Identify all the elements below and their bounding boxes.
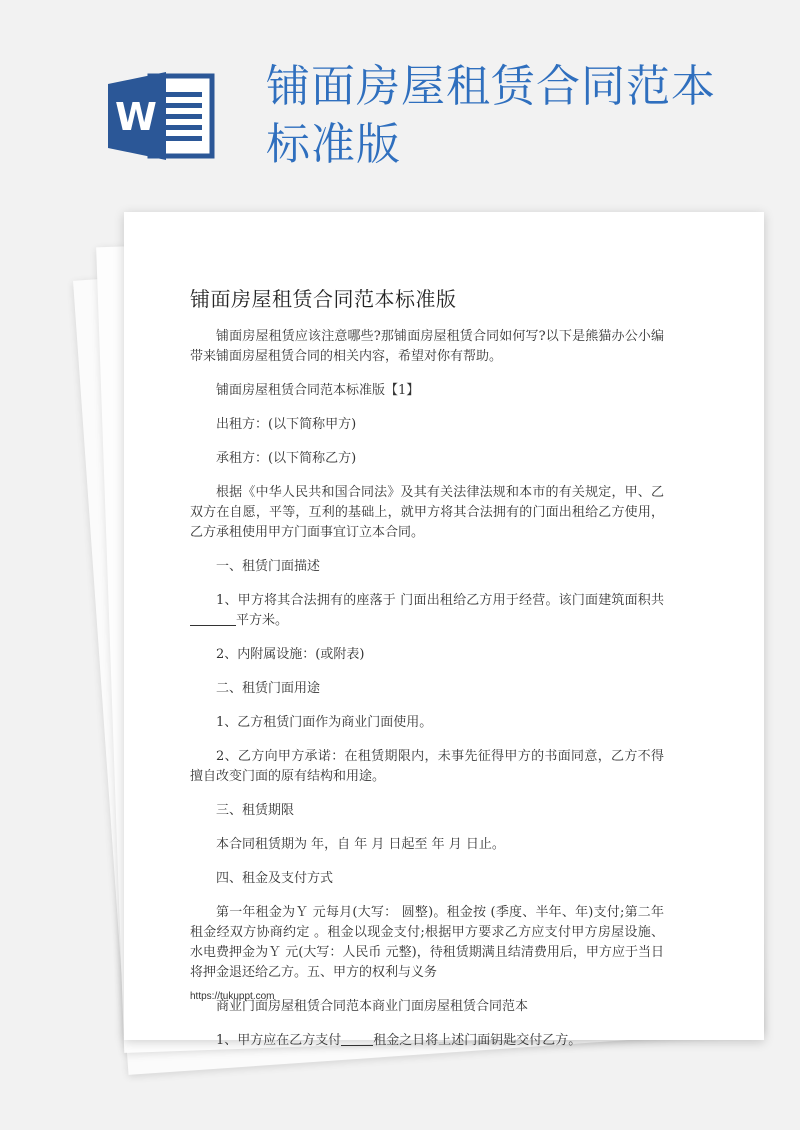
clause-text: 1、甲方应在乙方支付 (216, 1033, 342, 1048)
page-title: 铺面房屋租赁合同范本标准版 (266, 61, 716, 170)
fill-blank (341, 1031, 373, 1046)
clause-item: 第一年租金为Ｙ 元每月(大写： 圆整)。租金按 (季度、半年、年)支付;第二年租金经双方协商约定 。租金以现金支付;根据甲方要求乙方应支付甲方房屋设施、水电费押金为Ｙ 元(大写：人民币 元整)，待租赁期满且结清费用后，甲方应于当日将押金退还给乙方。五、甲方的权利与义务 (190, 905, 664, 980)
intro-paragraph: 铺面房屋租赁应该注意哪些?那铺面房屋租赁合同如何写?以下是熊猫办公小编带来铺面房屋租赁合同的相关内容，希望对你有帮助。 (190, 329, 664, 364)
clause-heading: 商业门面房屋租赁合同范本商业门面房屋租赁合同范本 (216, 999, 529, 1014)
clause-heading: 二、租赁门面用途 (216, 681, 321, 696)
clause-item: 1、乙方租赁门面作为商业门面使用。 (216, 715, 433, 730)
clause-heading: 三、租赁期限 (216, 803, 295, 818)
clause-item: 2、乙方向甲方承诺：在租赁期限内，未事先征得甲方的书面同意，乙方不得擅自改变门面的原有结构和用途。 (190, 749, 664, 784)
clause-text: 1、甲方将其合法拥有的座落于 门面出租给乙方用于经营。该门面建筑面积共 (216, 593, 664, 608)
footer-url: https://tukuppt.com (190, 991, 275, 1002)
clause-text: 平方米。 (236, 613, 289, 628)
document-body (190, 327, 664, 1065)
fill-blank (190, 611, 236, 626)
lessor-line: 出租方：(以下简称甲方) (216, 417, 357, 432)
clause-item (190, 591, 664, 631)
clause-heading: 四、租金及支付方式 (216, 871, 334, 886)
logo-letter: W (115, 95, 157, 139)
clause-text: 租金之日将上述门面钥匙交付乙方。 (373, 1033, 582, 1048)
clause-item: 本合同租赁期为 年，自 年 月 日起至 年 月 日止。 (216, 837, 505, 852)
clause-item: 2、内附属设施：(或附表) (216, 647, 365, 662)
lessee-line: 承租方：(以下简称乙方) (216, 451, 357, 466)
word-logo (108, 72, 216, 160)
document-title: 铺面房屋租赁合同范本标准版 (190, 287, 457, 311)
clause-heading: 一、租赁门面描述 (216, 559, 321, 574)
word-icon (108, 72, 216, 160)
section-heading: 铺面房屋租赁合同范本标准版【1】 (216, 383, 420, 398)
basis-paragraph: 根据《中华人民共和国合同法》及其有关法律法规和本市的有关规定，甲、乙双方在自愿，平等，互利的基础上，就甲方将其合法拥有的门面出租给乙方使用，乙方承租使用甲方门面事宜订立本合同。 (190, 485, 664, 540)
clause-item (190, 1031, 664, 1051)
